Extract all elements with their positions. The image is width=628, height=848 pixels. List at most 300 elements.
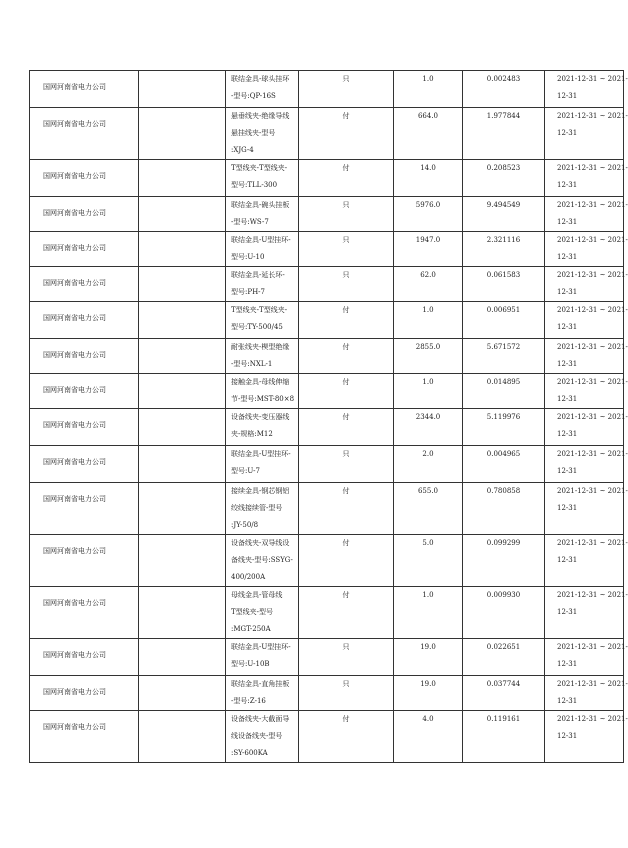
amount-cell bbox=[463, 446, 545, 483]
quantity-cell bbox=[394, 160, 463, 197]
quantity-text: 664.0 bbox=[417, 112, 439, 120]
date-range-lines bbox=[557, 71, 628, 105]
table-row bbox=[30, 639, 624, 676]
item-name-line: -型号:QP-16S bbox=[231, 92, 276, 100]
quantity-cell bbox=[394, 339, 463, 374]
date-range-line: 2021-12-31 ~ 2021- bbox=[557, 715, 628, 723]
item-name-line: 母线金具-管母线 bbox=[231, 591, 283, 599]
date-range-line: 12-31 bbox=[557, 181, 578, 189]
amount-text: 9.494549 bbox=[486, 201, 521, 209]
quantity-text: 14.0 bbox=[420, 164, 436, 172]
date-range-cell bbox=[545, 71, 628, 108]
company-text: 国网河南省电力公司 bbox=[43, 651, 106, 659]
quantity-text: 1.0 bbox=[422, 591, 434, 599]
item-name-lines bbox=[231, 108, 296, 159]
date-range-cell bbox=[545, 446, 628, 483]
empty-cell bbox=[139, 232, 226, 267]
date-range-cell bbox=[545, 374, 628, 409]
date-range-lines bbox=[557, 232, 628, 266]
amount-text: 5.671572 bbox=[486, 343, 521, 351]
item-name-line: T型线夹-型号 bbox=[231, 608, 274, 616]
unit-text: 只 bbox=[342, 643, 350, 651]
date-range-line: 2021-12-31 ~ 2021- bbox=[557, 343, 628, 351]
quantity-cell bbox=[394, 302, 463, 339]
amount-text: 0.208523 bbox=[486, 164, 521, 172]
quantity-text: 19.0 bbox=[420, 643, 436, 651]
quantity-cell bbox=[394, 409, 463, 446]
item-name-line: 联结金具-延长环- bbox=[231, 271, 285, 279]
company-text: 国网河南省电力公司 bbox=[43, 547, 106, 555]
amount-text: 5.119976 bbox=[486, 413, 521, 421]
unit-cell bbox=[299, 71, 394, 108]
unit-text: 付 bbox=[342, 164, 350, 172]
amount-cell bbox=[463, 676, 545, 711]
company-text: 国网河南省电力公司 bbox=[43, 244, 106, 252]
company-text: 国网河南省电力公司 bbox=[43, 599, 106, 607]
quantity-cell bbox=[394, 711, 463, 763]
unit-cell bbox=[299, 108, 394, 160]
date-range-line: 12-31 bbox=[557, 323, 578, 331]
item-name-line: 型号:TY-500/45 bbox=[231, 323, 283, 331]
amount-cell bbox=[463, 267, 545, 302]
date-range-line: 2021-12-31 ~ 2021- bbox=[557, 378, 628, 386]
amount-cell bbox=[463, 409, 545, 446]
date-range-line: 12-31 bbox=[557, 608, 578, 616]
unit-cell bbox=[299, 409, 394, 446]
amount-text: 0.004965 bbox=[486, 450, 521, 458]
company-cell bbox=[30, 409, 139, 446]
table-row bbox=[30, 197, 624, 232]
quantity-cell bbox=[394, 483, 463, 535]
quantity-text: 19.0 bbox=[420, 680, 436, 688]
item-name-line: 设备线夹-大截面导 bbox=[231, 715, 290, 723]
quantity-text: 2.0 bbox=[422, 450, 434, 458]
date-range-cell bbox=[545, 302, 628, 339]
amount-text: 0.009930 bbox=[486, 591, 521, 599]
item-name-cell bbox=[226, 339, 299, 374]
company-text: 国网河南省电力公司 bbox=[43, 458, 106, 466]
date-range-cell bbox=[545, 587, 628, 639]
date-range-line: 2021-12-31 ~ 2021- bbox=[557, 306, 628, 314]
item-name-lines bbox=[231, 711, 296, 762]
company-text: 国网河南省电力公司 bbox=[43, 314, 106, 322]
item-name-lines bbox=[231, 676, 296, 710]
table-body bbox=[30, 71, 628, 763]
quantity-text: 2855.0 bbox=[415, 343, 441, 351]
quantity-cell bbox=[394, 71, 463, 108]
item-name-lines bbox=[231, 483, 296, 534]
unit-cell bbox=[299, 302, 394, 339]
table-row bbox=[30, 374, 624, 409]
date-range-lines bbox=[557, 409, 628, 443]
empty-cell bbox=[139, 267, 226, 302]
amount-cell bbox=[463, 639, 545, 676]
item-name-lines bbox=[231, 374, 296, 408]
unit-text: 付 bbox=[342, 715, 350, 723]
date-range-line: 2021-12-31 ~ 2021- bbox=[557, 680, 628, 688]
company-text: 国网河南省电力公司 bbox=[43, 209, 106, 217]
company-text: 国网河南省电力公司 bbox=[43, 279, 106, 287]
unit-cell bbox=[299, 483, 394, 535]
table-row bbox=[30, 483, 624, 535]
item-name-cell bbox=[226, 232, 299, 267]
date-range-line: 12-31 bbox=[557, 697, 578, 705]
item-name-lines bbox=[231, 587, 296, 638]
company-cell bbox=[30, 160, 139, 197]
company-text: 国网河南省电力公司 bbox=[43, 723, 106, 731]
amount-cell bbox=[463, 374, 545, 409]
item-name-line: 悬垂线夹-绝缘导线 bbox=[231, 112, 290, 120]
amount-cell bbox=[463, 535, 545, 587]
quantity-text: 4.0 bbox=[422, 715, 434, 723]
item-name-cell bbox=[226, 535, 299, 587]
item-name-cell bbox=[226, 676, 299, 711]
company-text: 国网河南省电力公司 bbox=[43, 688, 106, 696]
amount-cell bbox=[463, 71, 545, 108]
item-name-line: :SY-600KA bbox=[231, 749, 268, 757]
date-range-line: 2021-12-31 ~ 2021- bbox=[557, 236, 628, 244]
date-range-lines bbox=[557, 302, 628, 336]
unit-text: 只 bbox=[342, 75, 350, 83]
quantity-cell bbox=[394, 232, 463, 267]
company-text: 国网河南省电力公司 bbox=[43, 421, 106, 429]
item-name-cell bbox=[226, 446, 299, 483]
company-cell bbox=[30, 232, 139, 267]
item-name-line: :MGT-250A bbox=[231, 625, 271, 633]
item-name-line: 联结金具-碗头挂板 bbox=[231, 201, 290, 209]
date-range-lines bbox=[557, 374, 628, 408]
company-cell bbox=[30, 374, 139, 409]
date-range-cell bbox=[545, 267, 628, 302]
date-range-line: 2021-12-31 ~ 2021- bbox=[557, 201, 628, 209]
quantity-text: 5976.0 bbox=[415, 201, 441, 209]
table-row bbox=[30, 446, 624, 483]
table-row bbox=[30, 71, 624, 108]
item-name-cell bbox=[226, 587, 299, 639]
quantity-text: 1.0 bbox=[422, 306, 434, 314]
amount-cell bbox=[463, 711, 545, 763]
empty-cell bbox=[139, 160, 226, 197]
date-range-cell bbox=[545, 676, 628, 711]
date-range-cell bbox=[545, 197, 628, 232]
unit-text: 付 bbox=[342, 306, 350, 314]
quantity-cell bbox=[394, 587, 463, 639]
unit-cell bbox=[299, 267, 394, 302]
item-name-lines bbox=[231, 267, 296, 301]
item-name-lines bbox=[231, 160, 296, 194]
date-range-cell bbox=[545, 409, 628, 446]
date-range-line: 2021-12-31 ~ 2021- bbox=[557, 413, 628, 421]
amount-cell bbox=[463, 587, 545, 639]
table-row bbox=[30, 676, 624, 711]
unit-text: 付 bbox=[342, 487, 350, 495]
quantity-cell bbox=[394, 197, 463, 232]
item-name-cell bbox=[226, 639, 299, 676]
table-row bbox=[30, 339, 624, 374]
company-cell bbox=[30, 108, 139, 160]
date-range-line: 2021-12-31 ~ 2021- bbox=[557, 75, 628, 83]
table-row bbox=[30, 535, 624, 587]
unit-text: 付 bbox=[342, 539, 350, 547]
date-range-line: 12-31 bbox=[557, 288, 578, 296]
date-range-cell bbox=[545, 160, 628, 197]
item-name-line: 夹-规格:M12 bbox=[231, 430, 273, 438]
item-name-lines bbox=[231, 197, 296, 231]
item-name-cell bbox=[226, 160, 299, 197]
date-range-line: 12-31 bbox=[557, 129, 578, 137]
company-cell bbox=[30, 446, 139, 483]
table-row bbox=[30, 267, 624, 302]
empty-cell bbox=[139, 587, 226, 639]
unit-text: 付 bbox=[342, 343, 350, 351]
table-row bbox=[30, 108, 624, 160]
date-range-line: 12-31 bbox=[557, 504, 578, 512]
unit-cell bbox=[299, 639, 394, 676]
amount-cell bbox=[463, 339, 545, 374]
item-name-line: 400/200A bbox=[231, 573, 266, 581]
unit-cell bbox=[299, 339, 394, 374]
item-name-cell bbox=[226, 267, 299, 302]
item-name-line: 设备线夹-双导线设 bbox=[231, 539, 290, 547]
date-range-lines bbox=[557, 446, 628, 480]
item-name-cell bbox=[226, 483, 299, 535]
date-range-line: 12-31 bbox=[557, 556, 578, 564]
quantity-text: 1.0 bbox=[422, 75, 434, 83]
amount-text: 0.061583 bbox=[486, 271, 521, 279]
unit-cell bbox=[299, 160, 394, 197]
date-range-line: 12-31 bbox=[557, 395, 578, 403]
table-row bbox=[30, 232, 624, 267]
amount-text: 0.006951 bbox=[486, 306, 521, 314]
unit-text: 付 bbox=[342, 112, 350, 120]
company-text: 国网河南省电力公司 bbox=[43, 120, 106, 128]
unit-text: 只 bbox=[342, 236, 350, 244]
quantity-text: 5.0 bbox=[422, 539, 434, 547]
item-name-cell bbox=[226, 374, 299, 409]
company-text: 国网河南省电力公司 bbox=[43, 83, 106, 91]
unit-text: 付 bbox=[342, 413, 350, 421]
company-text: 国网河南省电力公司 bbox=[43, 386, 106, 394]
item-name-line: 线设备线夹-型号 bbox=[231, 732, 283, 740]
unit-text: 只 bbox=[342, 271, 350, 279]
company-cell bbox=[30, 639, 139, 676]
unit-cell bbox=[299, 232, 394, 267]
date-range-line: 12-31 bbox=[557, 660, 578, 668]
item-name-cell bbox=[226, 711, 299, 763]
quantity-cell bbox=[394, 676, 463, 711]
empty-cell bbox=[139, 676, 226, 711]
item-name-line: 接续金具-钢芯钢铝 bbox=[231, 487, 290, 495]
item-name-line: 绞线接续管-型号 bbox=[231, 504, 283, 512]
company-cell bbox=[30, 267, 139, 302]
amount-text: 0.014895 bbox=[486, 378, 521, 386]
quantity-cell bbox=[394, 374, 463, 409]
company-cell bbox=[30, 587, 139, 639]
item-name-lines bbox=[231, 302, 296, 336]
item-name-cell bbox=[226, 71, 299, 108]
item-name-cell bbox=[226, 108, 299, 160]
item-name-lines bbox=[231, 409, 296, 443]
date-range-line: 12-31 bbox=[557, 218, 578, 226]
item-name-line: 备线夹-型号:SSYG- bbox=[231, 556, 293, 564]
company-text: 国网河南省电力公司 bbox=[43, 351, 106, 359]
amount-cell bbox=[463, 232, 545, 267]
unit-cell bbox=[299, 535, 394, 587]
item-name-line: 型号:U-7 bbox=[231, 467, 260, 475]
empty-cell bbox=[139, 374, 226, 409]
company-text: 国网河南省电力公司 bbox=[43, 495, 106, 503]
table-row bbox=[30, 302, 624, 339]
quantity-text: 62.0 bbox=[420, 271, 436, 279]
date-range-line: 2021-12-31 ~ 2021- bbox=[557, 112, 628, 120]
table-row bbox=[30, 711, 624, 763]
company-cell bbox=[30, 71, 139, 108]
unit-cell bbox=[299, 711, 394, 763]
company-cell bbox=[30, 676, 139, 711]
quantity-cell bbox=[394, 267, 463, 302]
amount-cell bbox=[463, 483, 545, 535]
data-table bbox=[29, 70, 628, 763]
date-range-line: 2021-12-31 ~ 2021- bbox=[557, 450, 628, 458]
item-name-cell bbox=[226, 302, 299, 339]
table-row bbox=[30, 587, 624, 639]
empty-cell bbox=[139, 711, 226, 763]
amount-cell bbox=[463, 160, 545, 197]
empty-cell bbox=[139, 339, 226, 374]
date-range-line: 2021-12-31 ~ 2021- bbox=[557, 643, 628, 651]
unit-cell bbox=[299, 587, 394, 639]
date-range-lines bbox=[557, 108, 628, 142]
unit-text: 只 bbox=[342, 201, 350, 209]
company-cell bbox=[30, 483, 139, 535]
unit-text: 只 bbox=[342, 450, 350, 458]
quantity-cell bbox=[394, 535, 463, 587]
empty-cell bbox=[139, 446, 226, 483]
unit-cell bbox=[299, 374, 394, 409]
item-name-lines bbox=[231, 535, 296, 586]
amount-text: 1.977844 bbox=[486, 112, 521, 120]
item-name-line: 型号:U-10 bbox=[231, 253, 265, 261]
date-range-line: 2021-12-31 ~ 2021- bbox=[557, 164, 628, 172]
amount-text: 0.022651 bbox=[486, 643, 521, 651]
item-name-line: 联结金具-U型挂环- bbox=[231, 643, 291, 651]
date-range-line: 12-31 bbox=[557, 360, 578, 368]
item-name-line: 耐张线夹-楔型绝缘 bbox=[231, 343, 290, 351]
date-range-line: 2021-12-31 ~ 2021- bbox=[557, 591, 628, 599]
date-range-cell bbox=[545, 108, 628, 160]
unit-text: 只 bbox=[342, 680, 350, 688]
item-name-line: 联结金具-直角挂板 bbox=[231, 680, 290, 688]
amount-cell bbox=[463, 108, 545, 160]
date-range-line: 12-31 bbox=[557, 253, 578, 261]
quantity-cell bbox=[394, 446, 463, 483]
unit-text: 付 bbox=[342, 591, 350, 599]
amount-cell bbox=[463, 197, 545, 232]
item-name-lines bbox=[231, 232, 296, 266]
item-name-line: 型号:TLL-300 bbox=[231, 181, 278, 189]
date-range-lines bbox=[557, 197, 628, 231]
empty-cell bbox=[139, 535, 226, 587]
item-name-line: :JY-50/8 bbox=[231, 521, 259, 529]
company-cell bbox=[30, 535, 139, 587]
empty-cell bbox=[139, 483, 226, 535]
table-row bbox=[30, 409, 624, 446]
item-name-line: 联结金具-U型挂环- bbox=[231, 236, 291, 244]
company-cell bbox=[30, 197, 139, 232]
quantity-cell bbox=[394, 108, 463, 160]
item-name-line: -型号:WS-7 bbox=[231, 218, 269, 226]
item-name-cell bbox=[226, 409, 299, 446]
amount-text: 0.119161 bbox=[486, 715, 521, 723]
empty-cell bbox=[139, 409, 226, 446]
unit-text: 付 bbox=[342, 378, 350, 386]
item-name-line: 节-型号:MST-80×8 bbox=[231, 395, 295, 403]
date-range-lines bbox=[557, 339, 628, 373]
item-name-line: 悬挂线夹-型号 bbox=[231, 129, 276, 137]
date-range-line: 2021-12-31 ~ 2021- bbox=[557, 487, 628, 495]
quantity-text: 1.0 bbox=[422, 378, 434, 386]
date-range-cell bbox=[545, 535, 628, 587]
date-range-lines bbox=[557, 711, 628, 745]
quantity-text: 1947.0 bbox=[415, 236, 441, 244]
amount-cell bbox=[463, 302, 545, 339]
item-name-line: 设备线夹-变压器线 bbox=[231, 413, 290, 421]
unit-cell bbox=[299, 197, 394, 232]
quantity-text: 2344.0 bbox=[415, 413, 441, 421]
amount-text: 0.099299 bbox=[486, 539, 521, 547]
item-name-line: 联结金具-U型挂环- bbox=[231, 450, 291, 458]
item-name-line: 接触金具-母线伸缩 bbox=[231, 378, 290, 386]
item-name-lines bbox=[231, 639, 296, 673]
empty-cell bbox=[139, 639, 226, 676]
company-cell bbox=[30, 711, 139, 763]
date-range-lines bbox=[557, 535, 628, 569]
company-cell bbox=[30, 302, 139, 339]
item-name-line: 联结金具-球头挂环 bbox=[231, 75, 290, 83]
date-range-cell bbox=[545, 339, 628, 374]
item-name-lines bbox=[231, 71, 296, 105]
quantity-cell bbox=[394, 639, 463, 676]
empty-cell bbox=[139, 108, 226, 160]
date-range-line: 2021-12-31 ~ 2021- bbox=[557, 271, 628, 279]
empty-cell bbox=[139, 71, 226, 108]
date-range-lines bbox=[557, 639, 628, 673]
item-name-lines bbox=[231, 446, 296, 480]
unit-cell bbox=[299, 676, 394, 711]
date-range-line: 12-31 bbox=[557, 92, 578, 100]
date-range-cell bbox=[545, 711, 628, 763]
date-range-lines bbox=[557, 267, 628, 301]
unit-cell bbox=[299, 446, 394, 483]
date-range-cell bbox=[545, 639, 628, 676]
item-name-cell bbox=[226, 197, 299, 232]
date-range-line: 2021-12-31 ~ 2021- bbox=[557, 539, 628, 547]
amount-text: 0.780858 bbox=[486, 487, 521, 495]
date-range-lines bbox=[557, 676, 628, 710]
amount-text: 0.037744 bbox=[486, 680, 521, 688]
empty-cell bbox=[139, 197, 226, 232]
date-range-lines bbox=[557, 587, 628, 621]
table-row bbox=[30, 160, 624, 197]
amount-text: 2.321116 bbox=[486, 236, 521, 244]
company-text: 国网河南省电力公司 bbox=[43, 172, 106, 180]
quantity-text: 655.0 bbox=[417, 487, 439, 495]
empty-cell bbox=[139, 302, 226, 339]
item-name-line: :XJG-4 bbox=[231, 146, 254, 154]
item-name-lines bbox=[231, 339, 296, 373]
item-name-line: T型线夹-T型线夹- bbox=[231, 306, 288, 314]
date-range-line: 12-31 bbox=[557, 467, 578, 475]
